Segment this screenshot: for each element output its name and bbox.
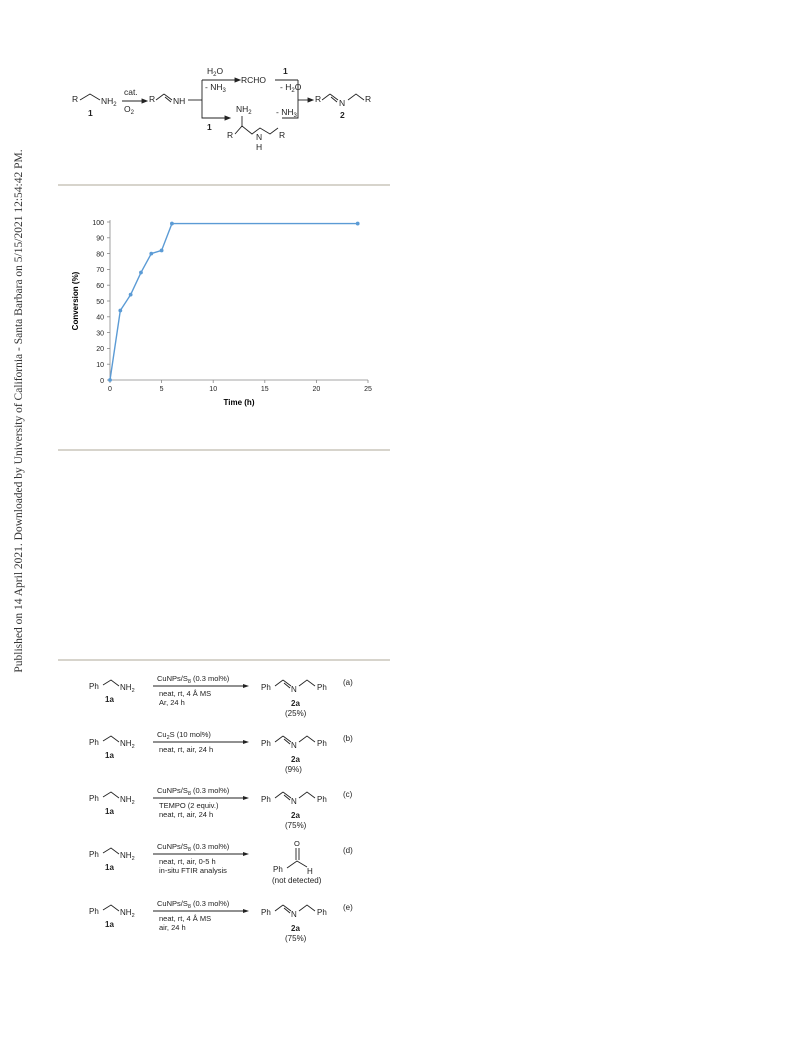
product-label: 2a xyxy=(291,924,300,933)
x-tick-label: 20 xyxy=(312,386,321,393)
section-divider xyxy=(58,659,390,661)
nh2-subscript: 2 xyxy=(248,110,252,116)
product-yield: (9%) xyxy=(285,765,302,774)
svg-text:- NH3 xyxy=(205,82,226,94)
y-tick-label: 30 xyxy=(96,330,104,338)
data-point xyxy=(356,222,360,226)
y-tick-label: 10 xyxy=(96,362,104,369)
r-atom: R xyxy=(279,130,286,140)
r-atom: R xyxy=(149,94,156,104)
o2-subscript: 2 xyxy=(130,110,134,116)
y-axis-label: Conversion (%) xyxy=(71,271,80,331)
rcho-label: RCHO xyxy=(241,75,267,85)
data-point xyxy=(129,293,133,297)
reactant-ph: Ph xyxy=(89,682,99,691)
y-tick-label: 0 xyxy=(100,377,104,385)
conversion-series-line xyxy=(110,224,358,380)
y-tick-label: 20 xyxy=(96,346,104,354)
product-yield: (75%) xyxy=(285,821,307,830)
nh2-subscript: 2 xyxy=(131,744,135,750)
reactant-bond xyxy=(103,792,119,798)
product-label: 2a xyxy=(291,755,300,764)
product-double-bond xyxy=(284,795,290,800)
imine-nh: NH xyxy=(173,96,186,106)
reagent-tail: (0.3 mol%) xyxy=(190,786,230,795)
condition-line-2: in-situ FTIR analysis xyxy=(159,866,227,875)
data-point xyxy=(139,271,143,275)
y-tick-label: 70 xyxy=(96,267,104,275)
reactant-label: 1a xyxy=(105,863,114,872)
h2o-o: O xyxy=(216,66,224,76)
product-label: 2a xyxy=(291,811,300,820)
compound-2-label: 2 xyxy=(340,110,345,120)
y-tick-label: 80 xyxy=(96,251,104,259)
product-ph: Ph xyxy=(261,908,271,917)
data-point xyxy=(149,252,153,256)
aldehyde-ph: Ph xyxy=(273,865,283,874)
nh2-subscript: 2 xyxy=(131,688,135,694)
condition-line-2: neat, rt, air, 24 h xyxy=(159,810,214,819)
y-tick-label: 100 xyxy=(92,219,104,227)
o2-label: O xyxy=(124,104,131,114)
product-ph: Ph xyxy=(317,739,327,748)
compound-1-label: 1 xyxy=(88,108,93,118)
reagent-subscript: 8 xyxy=(187,847,191,853)
reagent-subscript: 8 xyxy=(187,904,191,910)
svg-text:NH2 xyxy=(101,96,117,108)
reagent-label: CuNPs/$S_8$ (0.3 mol%) xyxy=(157,786,230,797)
r-atom: R xyxy=(227,130,234,140)
reaction-c xyxy=(85,784,385,842)
x-tick-label: 10 xyxy=(209,386,218,393)
compound-1-label: 1 xyxy=(283,66,288,76)
aminal-h: H xyxy=(256,142,263,152)
product-ph: Ph xyxy=(261,683,271,692)
product-label: 2a xyxy=(291,699,300,708)
nh2-subscript: 2 xyxy=(131,913,135,919)
y-tick-label: 50 xyxy=(96,298,104,306)
product-ph: Ph xyxy=(261,795,271,804)
h2o-subscript: 2 xyxy=(213,72,217,78)
reagent-label: CuNPs/$S_8$ (0.3 mol%) xyxy=(157,674,230,685)
product-n: N xyxy=(291,797,297,806)
reagent-subscript: 8 xyxy=(187,791,191,797)
arrow-head xyxy=(243,684,249,688)
product-bond xyxy=(275,736,283,742)
product-n: N xyxy=(291,685,297,694)
reagent-label: $Cu_2S$ (10 mol%) xyxy=(157,730,211,741)
minus-h2o-subscript: 2 xyxy=(291,88,295,94)
minus-h2o-label: - H xyxy=(280,82,292,92)
svg-text:- NH3 xyxy=(276,107,297,119)
reagent-subscript: 2 xyxy=(166,735,170,741)
condition-line-1: neat, rt, air, 24 h xyxy=(159,745,214,754)
svg-text:H2O xyxy=(207,66,223,78)
product-yield: (not detected) xyxy=(272,876,322,885)
product-ph: Ph xyxy=(317,795,327,804)
reactant-nh2: $NH_2$ xyxy=(120,908,135,919)
minus-nh3-label: - NH xyxy=(205,82,223,92)
x-tick-label: 25 xyxy=(364,386,372,393)
r-atom: R xyxy=(315,94,322,104)
nh2-group: NH xyxy=(236,104,249,114)
reaction-a xyxy=(85,672,385,730)
nh2-subscript: 2 xyxy=(113,102,117,108)
x-tick-label: 5 xyxy=(159,386,164,393)
minus-h2o-o: O xyxy=(294,82,302,92)
condition-line-2: air, 24 h xyxy=(159,923,186,932)
reactant-ph: Ph xyxy=(89,738,99,747)
product-bond xyxy=(299,680,315,686)
reaction-label: (e) xyxy=(343,903,353,912)
reactant-bond xyxy=(103,905,119,911)
y-tick-label: 40 xyxy=(96,314,104,322)
svg-text:NH2 xyxy=(236,104,252,116)
reactant-ph: Ph xyxy=(89,794,99,803)
reactant-nh2: $NH_2$ xyxy=(120,851,135,862)
y-tick-label: 90 xyxy=(96,235,104,243)
reactant-bond xyxy=(103,848,119,854)
y-tick-label: 60 xyxy=(96,283,104,290)
reactant-label: 1a xyxy=(105,920,114,929)
product-ph: Ph xyxy=(317,683,327,692)
product-n: N xyxy=(291,741,297,750)
reagent-tail: (0.3 mol%) xyxy=(190,674,230,683)
reactant-ph: Ph xyxy=(89,907,99,916)
reagent-subscript: 8 xyxy=(187,679,191,685)
data-point xyxy=(118,309,122,313)
product-bond xyxy=(275,905,283,911)
section-divider xyxy=(58,184,390,186)
reaction-d xyxy=(85,840,385,898)
x-axis-label: Time (h) xyxy=(223,398,255,407)
reactant-label: 1a xyxy=(105,695,114,704)
product-bond xyxy=(299,792,315,798)
reactant-ph: Ph xyxy=(89,850,99,859)
product-double-bond xyxy=(284,908,290,913)
compound-1-label: 1 xyxy=(207,122,212,132)
reagent-label: CuNPs/$S_8$ (0.3 mol%) xyxy=(157,842,230,853)
reagent-tail: S (10 mol%) xyxy=(169,730,211,739)
product-bond xyxy=(275,792,283,798)
nh2-group: NH xyxy=(101,96,114,106)
reactant-label: 1a xyxy=(105,807,114,816)
aldehyde-o: O xyxy=(294,840,300,848)
reactant-label: 1a xyxy=(105,751,114,760)
section-divider xyxy=(58,449,390,451)
reaction-label: (d) xyxy=(343,846,353,855)
h2o-label: H xyxy=(207,66,214,76)
reactant-bond xyxy=(103,680,119,686)
product-double-bond xyxy=(284,683,290,688)
product-bond xyxy=(299,905,315,911)
svg-text:O2 xyxy=(124,104,135,116)
product-ph: Ph xyxy=(261,739,271,748)
reaction-label: (a) xyxy=(343,678,353,687)
product-yield: (25%) xyxy=(285,709,307,718)
r-atom: R xyxy=(72,94,79,104)
product-n: N xyxy=(291,910,297,919)
conversion-chart xyxy=(60,208,390,413)
imine-n: N xyxy=(339,98,346,108)
reagent-label: CuNPs/$S_8$ (0.3 mol%) xyxy=(157,899,230,910)
reagent-tail: (0.3 mol%) xyxy=(190,899,230,908)
nh2-subscript: 2 xyxy=(131,800,135,806)
reactant-nh2: $NH_2$ xyxy=(120,683,135,694)
nh3-subscript: 3 xyxy=(222,88,226,94)
arrow-head xyxy=(243,796,249,800)
r-atom: R xyxy=(365,94,372,104)
data-point xyxy=(170,222,174,226)
reagent-tail: (0.3 mol%) xyxy=(190,842,230,851)
reaction-e xyxy=(85,897,385,955)
publication-side-note: Published on 14 April 2021. Downloaded by University of California - Santa Barbara on 5/15/2021 12:54:42 PM. xyxy=(13,149,25,673)
product-bond xyxy=(299,736,315,742)
aldehyde-h: H xyxy=(307,867,313,876)
product-bond xyxy=(275,680,283,686)
condition-line-2: Ar, 24 h xyxy=(159,698,185,707)
product-double-bond xyxy=(284,739,290,744)
minus-nh3-label: - NH xyxy=(276,107,294,117)
reactant-bond xyxy=(103,736,119,742)
reactant-nh2: $NH_2$ xyxy=(120,795,135,806)
aldehyde-bond xyxy=(287,861,307,868)
condition-line-1: neat, rt, 4 Å MS xyxy=(159,689,212,698)
data-point xyxy=(160,249,164,253)
nh3-subscript: 3 xyxy=(293,113,297,119)
reaction-b xyxy=(85,728,385,786)
arrow-head xyxy=(243,740,249,744)
product-ph: Ph xyxy=(317,908,327,917)
x-tick-label: 0 xyxy=(108,386,112,393)
reaction-scheme-1 xyxy=(60,60,400,160)
reaction-label: (b) xyxy=(343,734,353,743)
x-tick-label: 15 xyxy=(260,386,269,393)
condition-line-1: neat, rt, 4 Å MS xyxy=(159,914,212,923)
nh2-subscript: 2 xyxy=(131,856,135,862)
reactant-nh2: $NH_2$ xyxy=(120,739,135,750)
condition-line-1: TEMPO (2 equiv.) xyxy=(159,801,219,810)
data-point xyxy=(108,378,112,382)
condition-line-1: neat, rt, air, 0-5 h xyxy=(159,857,216,866)
product-yield: (75%) xyxy=(285,934,307,943)
cat-label: cat. xyxy=(124,87,138,97)
reaction-label: (c) xyxy=(343,790,353,799)
arrow-head xyxy=(243,909,249,913)
arrow-head xyxy=(243,852,249,856)
aminal-n: N xyxy=(256,132,263,142)
